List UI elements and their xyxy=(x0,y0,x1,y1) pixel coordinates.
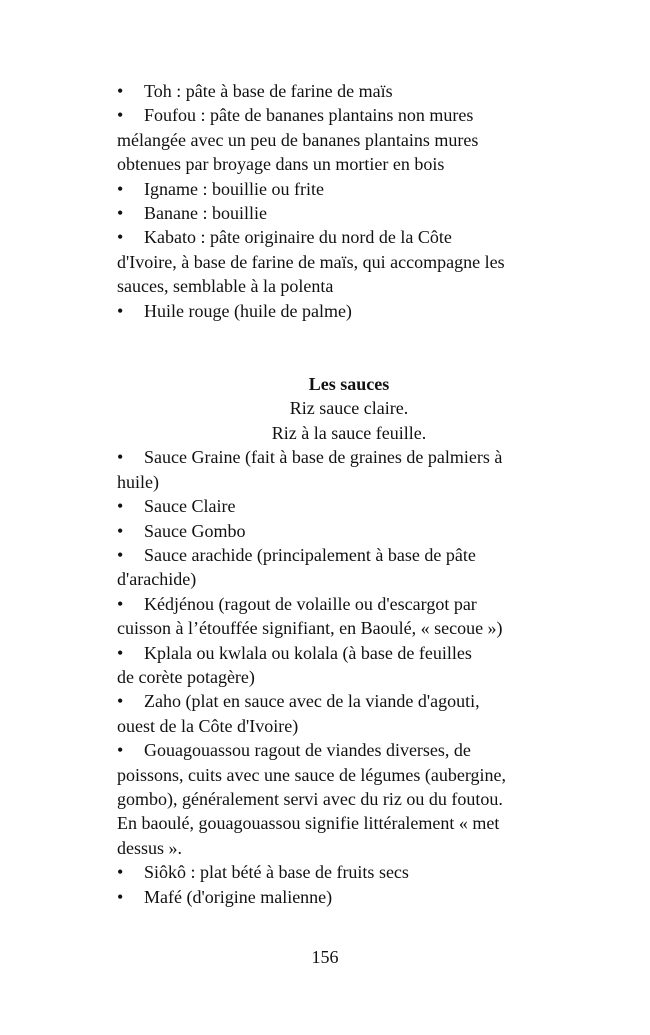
bullet-icon: • xyxy=(117,691,124,712)
list-item-text: sauces, semblable à la polenta xyxy=(117,276,334,297)
list-item-line xyxy=(117,128,567,152)
bullet-icon: • xyxy=(117,203,124,224)
list-item-line xyxy=(117,616,567,640)
list-item-text: En baoulé, gouagouassou signifie littéralement « met xyxy=(117,813,500,834)
sauce-list-item xyxy=(117,885,567,909)
page-number: 156 xyxy=(311,947,339,967)
list-item-line xyxy=(117,763,567,787)
list-item-line xyxy=(117,201,567,225)
bullet-icon: • xyxy=(117,544,124,565)
list-item-text: ouest de la Côte d'Ivoire) xyxy=(117,715,299,736)
list-item-line xyxy=(117,445,567,469)
section-subline-2: Riz à la sauce feuille. xyxy=(271,422,427,443)
list-item-line xyxy=(117,811,567,835)
list-item-text: Gouagouassou ragout de viandes diverses, de xyxy=(144,740,471,761)
list-item-text: Igname : bouillie ou frite xyxy=(144,178,324,199)
sauce-list-item xyxy=(117,738,567,860)
list-item-line xyxy=(117,860,567,884)
list-item-line xyxy=(117,641,567,665)
list-item-line xyxy=(117,470,567,494)
section-heading: Les sauces xyxy=(308,374,390,395)
sauce-list-item xyxy=(117,519,567,543)
list-item-text: poissons, cuits avec une sauce de légumes (aubergine, xyxy=(117,764,507,785)
list-item-line xyxy=(117,592,567,616)
bullet-icon: • xyxy=(117,642,124,663)
list-item-line xyxy=(117,836,567,860)
list-item-line xyxy=(117,274,567,298)
bullet-icon: • xyxy=(117,81,124,101)
sauce-list-item xyxy=(117,860,567,884)
bullet-icon: • xyxy=(117,740,124,761)
list-item-text: Toh : pâte à base de farine de maïs xyxy=(144,81,393,101)
food-list-item xyxy=(117,201,567,225)
list-item-text: Sauce arachide (principalement à base de pâte xyxy=(144,544,476,565)
list-item-line xyxy=(117,567,567,591)
list-item-line xyxy=(117,738,567,762)
list-item-line xyxy=(117,103,567,127)
bullet-icon: • xyxy=(117,496,124,517)
list-item-line xyxy=(117,543,567,567)
bullet-icon: • xyxy=(117,227,124,248)
list-item-text: Huile rouge (huile de palme) xyxy=(144,300,352,321)
list-item-text: Zaho (plat en sauce avec de la viande d'agouti, xyxy=(144,691,480,712)
bullet-icon: • xyxy=(117,862,124,883)
list-item-line xyxy=(117,787,567,811)
sauce-list-item xyxy=(117,641,567,690)
sauce-list-item xyxy=(117,445,567,494)
list-item-text: Sauce Claire xyxy=(144,496,236,517)
list-item-line xyxy=(117,225,567,249)
list-item-line xyxy=(117,250,567,274)
list-item-text: de corète potagère) xyxy=(117,666,255,687)
list-item-line xyxy=(117,885,567,909)
bullet-icon: • xyxy=(117,178,124,199)
list-item-line xyxy=(117,714,567,738)
list-item-text: Banane : bouillie xyxy=(144,203,267,224)
list-item-line xyxy=(117,519,567,543)
sauce-list-item xyxy=(117,543,567,592)
list-item-line xyxy=(117,177,567,201)
sauce-list-item xyxy=(117,689,567,738)
list-item-text: obtenues par broyage dans un mortier en bois xyxy=(117,154,445,175)
list-item-line xyxy=(117,689,567,713)
list-item-text: cuisson à l’étouffée signifiant, en Baoulé, « secoue ») xyxy=(117,618,503,639)
list-item-text: Sauce Graine (fait à base de graines de palmiers à xyxy=(144,447,503,468)
starch-list xyxy=(117,79,567,323)
list-item-text: mélangée avec un peu de bananes plantains mures xyxy=(117,129,479,150)
page-body xyxy=(117,79,567,909)
list-item-text: Mafé (d'origine malienne) xyxy=(144,886,333,907)
list-item-text: Kabato : pâte originaire du nord de la Côte xyxy=(144,227,452,248)
list-item-text: Kédjénou (ragout de volaille ou d'escargot par xyxy=(144,593,477,614)
list-item-text: dessus ». xyxy=(117,837,183,858)
section-subline-1: Riz sauce claire. xyxy=(289,398,409,419)
list-item-text: d'arachide) xyxy=(117,569,197,590)
list-item-text: Foufou : pâte de bananes plantains non mures xyxy=(144,105,474,126)
food-list-item xyxy=(117,299,567,323)
list-item-line xyxy=(117,299,567,323)
list-item-line xyxy=(117,79,567,103)
sauce-list-item xyxy=(117,494,567,518)
list-item-text: gombo), généralement servi avec du riz ou du foutou. xyxy=(117,788,503,809)
bullet-icon: • xyxy=(117,886,124,907)
food-list-item xyxy=(117,79,567,103)
list-item-text: huile) xyxy=(117,471,159,492)
sauce-list-item xyxy=(117,592,567,641)
bullet-icon: • xyxy=(117,593,124,614)
list-item-line xyxy=(117,665,567,689)
food-list-item xyxy=(117,177,567,201)
bullet-icon: • xyxy=(117,105,124,126)
food-list-item xyxy=(117,225,567,298)
section-spacer xyxy=(117,323,567,372)
list-item-text: Siôkô : plat bété à base de fruits secs xyxy=(144,862,409,883)
list-item-line xyxy=(117,494,567,518)
list-item-text: d'Ivoire, à base de farine de maïs, qui accompagne les xyxy=(117,251,505,272)
bullet-icon: • xyxy=(117,447,124,468)
sauce-list xyxy=(117,445,567,909)
list-item-text: Kplala ou kwlala ou kolala (à base de feuilles xyxy=(144,642,472,663)
list-item-text: Sauce Gombo xyxy=(144,520,246,541)
food-list-item xyxy=(117,103,567,176)
bullet-icon: • xyxy=(117,300,124,321)
list-item-line xyxy=(117,152,567,176)
bullet-icon: • xyxy=(117,520,124,541)
